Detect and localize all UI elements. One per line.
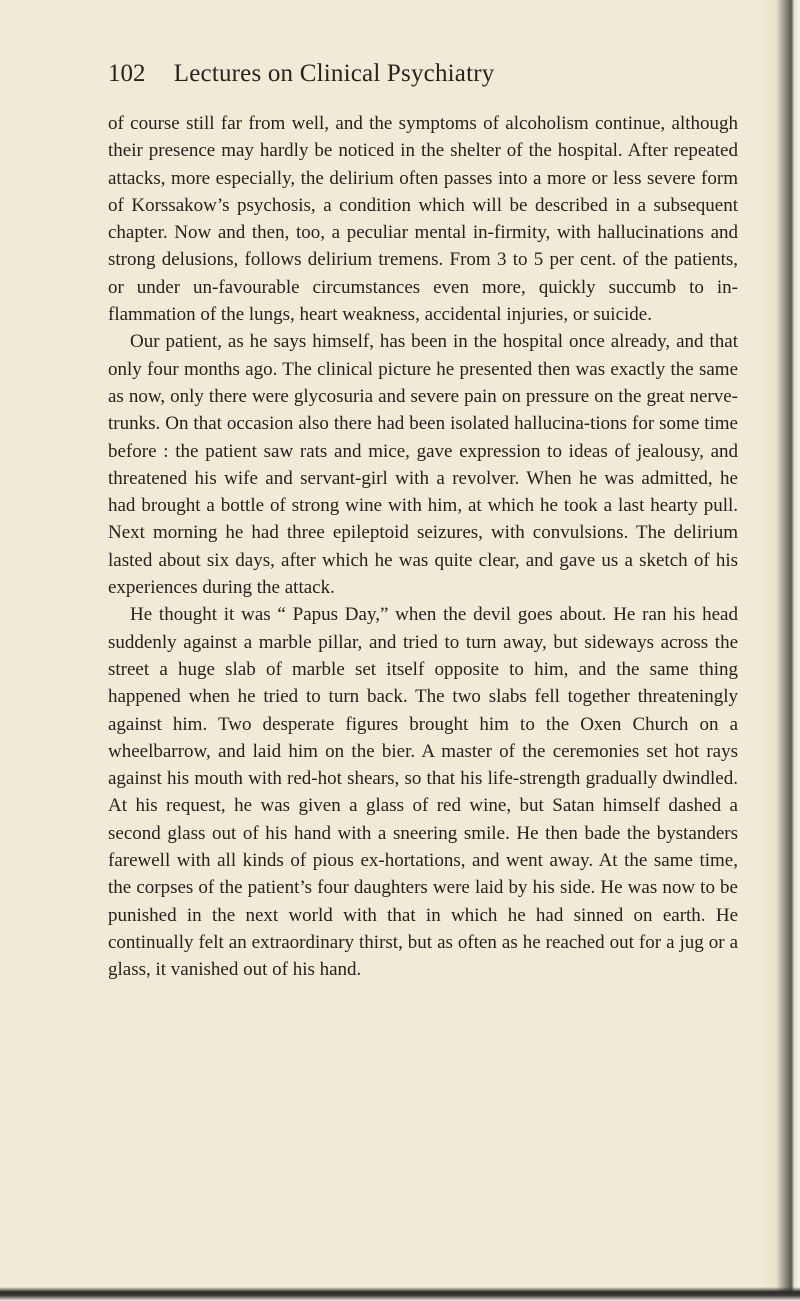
paragraph-2: Our patient, as he says himself, has been in the hospital once already, and that only four months ago. The clinical picture he presented then was exactly the same as now, only there were glycosuria and severe pain on pressure on the great nerve-trunks. On that occasion also there had been isolated hallucina-tions for some time before : the patient saw rats and mice, gave expression to ideas of jealousy, and threatened his wife and servant-girl with a revolver. When he was admitted, he had brought a bottle of strong wine with him, at which he took a last hearty pull. Next morning he had three epileptoid seizures, with convulsions. The delirium lasted about six days, after which he was quite clear, and gave us a sketch of his experiences during the attack.: [108, 331, 738, 599]
running-title: Lectures on Clinical Psychiatry: [173, 60, 495, 87]
paragraph-1: of course still far from well, and the symptoms of alcoholism continue, although their presence may hardly be noticed in the shelter of the hospital. After repeated attacks, more especially, the delirium often passes into a more or less severe form of Korssakow’s psychosis, a condition which will be described in a subsequent chapter. Now and then, too, a peculiar mental in-firmity, with hallucinations and strong delusions, follows delirium tremens. From 3 to 5 per cent. of the patients, or under un-favourable circumstances even more, quickly succumb to in-flammation of the lungs, heart weakness, accidental injuries, or suicide.: [108, 113, 738, 326]
page-right-edge-shadow: [760, 0, 800, 1301]
body-text: [108, 110, 738, 984]
paragraph-3: He thought it was “ Papus Day,” when the devil goes about. He ran his head suddenly against a marble pillar, and tried to turn away, but sideways across the street a huge slab of marble set itself opposite to him, and the same thing happened when he tried to turn back. The two slabs fell together threateningly against him. Two desperate figures brought him to the Oxen Church on a wheelbarrow, and laid him on the bier. A master of the ceremonies set hot rays against his mouth with red-hot shears, so that his life-strength gradually dwindled. At his request, he was given a glass of red wine, but Satan himself dashed a second glass out of his hand with a sneering smile. He then bade the bystanders farewell with all kinds of pious ex-hortations, and went away. At the same time, the corpses of the patient’s four daughters were laid by his side. He was now to be punished in the next world with that in which he had sinned on earth. He continually felt an extraordinary thirst, but as often as he reached out for a jug or a glass, it vanished out of his hand.: [108, 604, 738, 981]
page-header: [108, 60, 748, 100]
page-number: 102: [108, 60, 146, 87]
page-bottom-edge-shadow: [0, 1287, 800, 1301]
